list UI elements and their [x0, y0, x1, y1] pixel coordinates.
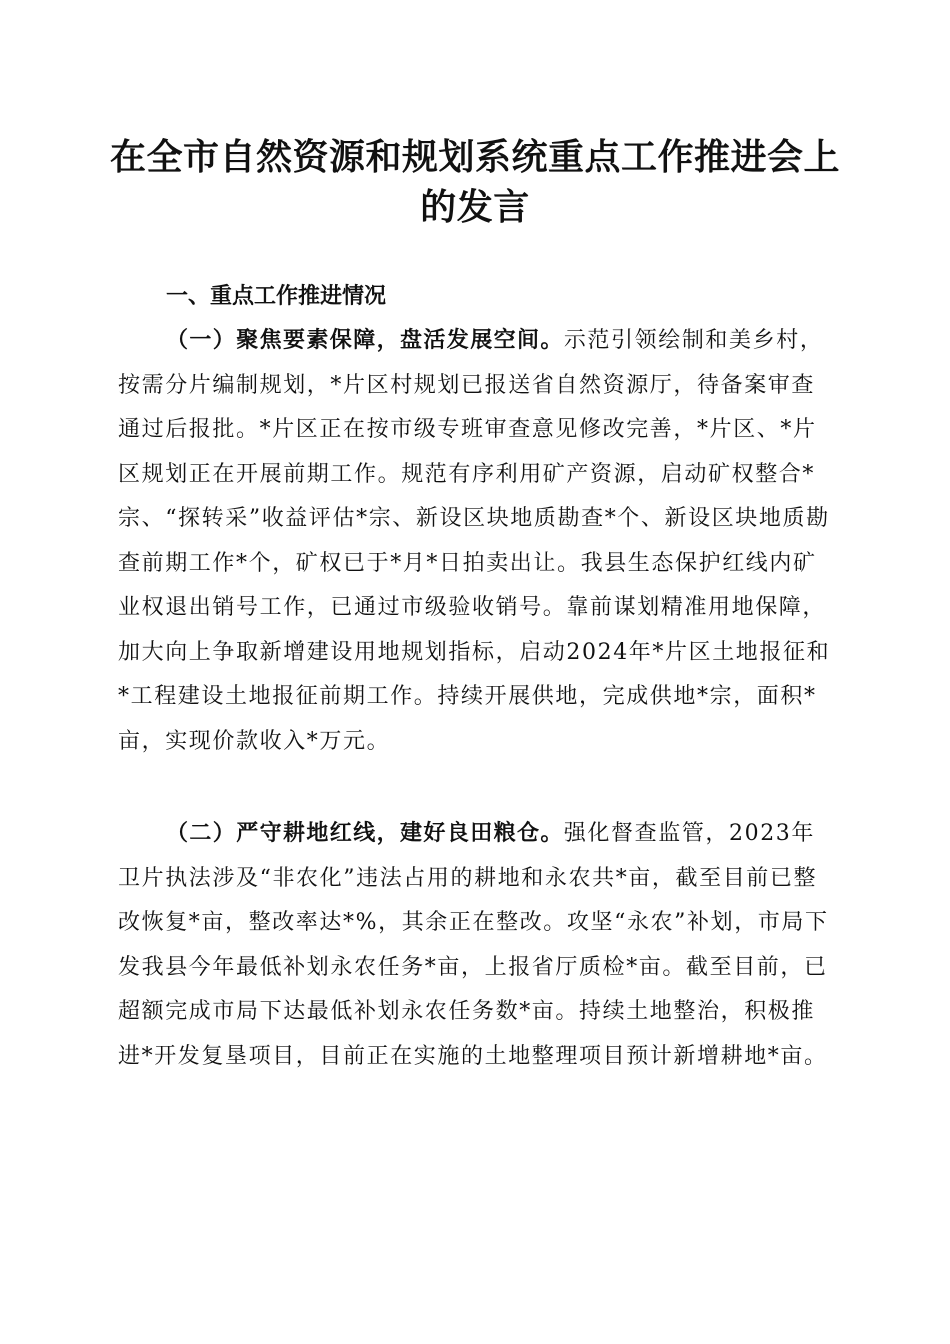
paragraph-2 — [118, 812, 832, 1079]
paragraph-2-lead: （二）严守耕地红线，建好良田粮仓。 — [166, 821, 564, 846]
paragraph-1-body: 示范引领绘制和美乡村，按需分片编制规划，*片区村规划已报送省自然资源厅，待备案审查通过后报批。*片区正在按市级专班审查意见修改完善，*片区、*片区规划正在开展前期工作。规范有序利用矿产资源，启动矿权整合*宗、“探转采”收益评估*宗、新设区块地质勘查*个、新设区块地质勘查前期工作*个，矿权已于*月*日拍卖出让。我县生态保护红线内矿业权退出销号工作，已通过市级验收销号。靠前谋划精准用地保障，加大向上争取新增建设用地规划指标，启动2024年*片区土地报征和*工程建设土地报征前期工作。持续开展供地，完成供地*宗，面积*亩，实现价款收入*万元。 — [118, 328, 831, 754]
paragraph-1 — [118, 319, 832, 764]
document-title-line-2: 的发言 — [420, 186, 530, 228]
paragraph-1-lead: （一）聚焦要素保障，盘活发展空间。 — [166, 328, 564, 353]
section-heading: 一、重点工作推进情况 — [166, 284, 387, 309]
document-title-line-1: 在全市自然资源和规划系统重点工作推进会上 — [109, 136, 840, 178]
document-title — [100, 132, 850, 232]
paragraph-2-body: 强化督查监管，2023年卫片执法涉及“非农化”违法占用的耕地和永农共*亩，截至目前已整改恢复*亩，整改率达*%，其余正在整改。攻坚“永农”补划，市局下发我县今年最低补划永农任务*亩，上报省厅质检*亩。截至目前，已超额完成市局下达最低补划永农任务数*亩。持续土地整治，积极推进*开发复垦项目，目前正在实施的土地整理项目预计新增耕地*亩。 — [118, 821, 829, 1069]
